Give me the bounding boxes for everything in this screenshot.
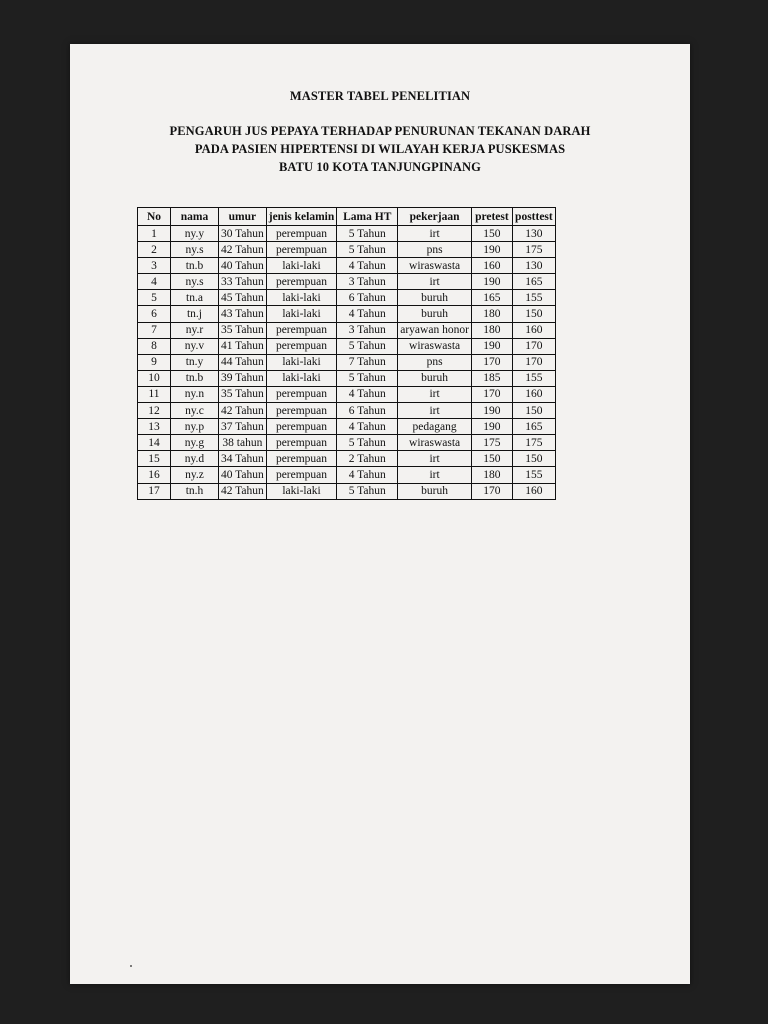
- cell-jenis-kelamin: laki-laki: [266, 306, 337, 322]
- cell-pretest: 160: [471, 258, 512, 274]
- cell-umur: 40 Tahun: [219, 467, 267, 483]
- cell-umur: 42 Tahun: [219, 242, 267, 258]
- cell-nama: tn.y: [171, 354, 219, 370]
- header-nama: nama: [171, 208, 219, 226]
- cell-no: 5: [138, 290, 171, 306]
- cell-umur: 37 Tahun: [219, 419, 267, 435]
- cell-pekerjaan: irt: [398, 274, 472, 290]
- cell-umur: 38 tahun: [219, 435, 267, 451]
- cell-posttest: 175: [512, 242, 555, 258]
- cell-pekerjaan: buruh: [398, 483, 472, 499]
- table-row: [138, 226, 556, 242]
- cell-lama-ht: 4 Tahun: [337, 258, 398, 274]
- cell-pekerjaan: buruh: [398, 306, 472, 322]
- cell-pekerjaan: wiraswasta: [398, 435, 472, 451]
- paper-speck: [130, 965, 132, 967]
- cell-no: 17: [138, 483, 171, 499]
- table-row: [138, 354, 556, 370]
- cell-posttest: 175: [512, 435, 555, 451]
- cell-umur: 43 Tahun: [219, 306, 267, 322]
- cell-umur: 39 Tahun: [219, 370, 267, 386]
- cell-pekerjaan: irt: [398, 386, 472, 402]
- cell-lama-ht: 5 Tahun: [337, 242, 398, 258]
- cell-nama: ny.z: [171, 467, 219, 483]
- cell-nama: tn.a: [171, 290, 219, 306]
- cell-nama: ny.c: [171, 403, 219, 419]
- cell-pretest: 170: [471, 483, 512, 499]
- header-pekerjaan: pekerjaan: [398, 208, 472, 226]
- cell-jenis-kelamin: laki-laki: [266, 483, 337, 499]
- cell-posttest: 150: [512, 403, 555, 419]
- document-page: [70, 44, 690, 984]
- cell-posttest: 155: [512, 467, 555, 483]
- cell-nama: ny.s: [171, 274, 219, 290]
- cell-no: 2: [138, 242, 171, 258]
- table-row: [138, 451, 556, 467]
- cell-pekerjaan: pns: [398, 242, 472, 258]
- cell-posttest: 170: [512, 354, 555, 370]
- cell-lama-ht: 5 Tahun: [337, 370, 398, 386]
- cell-lama-ht: 6 Tahun: [337, 403, 398, 419]
- cell-pekerjaan: pns: [398, 354, 472, 370]
- cell-posttest: 150: [512, 306, 555, 322]
- cell-posttest: 155: [512, 370, 555, 386]
- cell-umur: 33 Tahun: [219, 274, 267, 290]
- cell-nama: ny.d: [171, 451, 219, 467]
- cell-jenis-kelamin: perempuan: [266, 435, 337, 451]
- cell-umur: 40 Tahun: [219, 258, 267, 274]
- cell-nama: tn.b: [171, 370, 219, 386]
- cell-no: 13: [138, 419, 171, 435]
- cell-pretest: 170: [471, 354, 512, 370]
- table-row: [138, 435, 556, 451]
- cell-jenis-kelamin: perempuan: [266, 419, 337, 435]
- cell-pretest: 190: [471, 419, 512, 435]
- cell-lama-ht: 3 Tahun: [337, 322, 398, 338]
- cell-pekerjaan: irt: [398, 226, 472, 242]
- cell-pretest: 190: [471, 403, 512, 419]
- header-pretest: pretest: [471, 208, 512, 226]
- cell-pekerjaan: pedagang: [398, 419, 472, 435]
- cell-pretest: 180: [471, 306, 512, 322]
- header-lama-ht: Lama HT: [337, 208, 398, 226]
- cell-no: 11: [138, 386, 171, 402]
- cell-posttest: 165: [512, 274, 555, 290]
- cell-nama: ny.r: [171, 322, 219, 338]
- cell-pretest: 175: [471, 435, 512, 451]
- cell-pretest: 185: [471, 370, 512, 386]
- cell-umur: 35 Tahun: [219, 322, 267, 338]
- table-body: [138, 226, 556, 500]
- cell-no: 1: [138, 226, 171, 242]
- cell-umur: 41 Tahun: [219, 338, 267, 354]
- cell-pekerjaan: irt: [398, 403, 472, 419]
- cell-nama: ny.s: [171, 242, 219, 258]
- cell-jenis-kelamin: laki-laki: [266, 290, 337, 306]
- cell-posttest: 150: [512, 451, 555, 467]
- cell-posttest: 155: [512, 290, 555, 306]
- cell-jenis-kelamin: perempuan: [266, 274, 337, 290]
- cell-no: 3: [138, 258, 171, 274]
- cell-nama: ny.y: [171, 226, 219, 242]
- table-row: [138, 419, 556, 435]
- cell-no: 4: [138, 274, 171, 290]
- cell-jenis-kelamin: perempuan: [266, 226, 337, 242]
- cell-lama-ht: 5 Tahun: [337, 338, 398, 354]
- cell-posttest: 170: [512, 338, 555, 354]
- cell-jenis-kelamin: perempuan: [266, 242, 337, 258]
- cell-lama-ht: 7 Tahun: [337, 354, 398, 370]
- header-jenis-kelamin: jenis kelamin: [266, 208, 337, 226]
- cell-no: 16: [138, 467, 171, 483]
- table-row: [138, 467, 556, 483]
- cell-posttest: 130: [512, 226, 555, 242]
- cell-nama: tn.j: [171, 306, 219, 322]
- cell-no: 8: [138, 338, 171, 354]
- table-row: [138, 403, 556, 419]
- cell-pretest: 165: [471, 290, 512, 306]
- cell-no: 7: [138, 322, 171, 338]
- cell-jenis-kelamin: laki-laki: [266, 370, 337, 386]
- cell-jenis-kelamin: laki-laki: [266, 258, 337, 274]
- research-title-line-2: PADA PASIEN HIPERTENSI DI WILAYAH KERJA PUSKESMAS: [194, 142, 566, 156]
- table-row: [138, 258, 556, 274]
- cell-nama: ny.g: [171, 435, 219, 451]
- cell-pretest: 150: [471, 226, 512, 242]
- table-row: [138, 306, 556, 322]
- master-data-table: [137, 207, 556, 500]
- cell-posttest: 130: [512, 258, 555, 274]
- cell-jenis-kelamin: perempuan: [266, 322, 337, 338]
- cell-pekerjaan: aryawan honor: [398, 322, 472, 338]
- cell-lama-ht: 4 Tahun: [337, 419, 398, 435]
- header-umur: umur: [219, 208, 267, 226]
- document-heading: MASTER TABEL PENELITIAN: [289, 89, 471, 103]
- header-posttest: posttest: [512, 208, 555, 226]
- cell-nama: tn.b: [171, 258, 219, 274]
- cell-umur: 42 Tahun: [219, 483, 267, 499]
- cell-umur: 35 Tahun: [219, 386, 267, 402]
- cell-pekerjaan: irt: [398, 467, 472, 483]
- table-row: [138, 338, 556, 354]
- cell-posttest: 165: [512, 419, 555, 435]
- cell-pekerjaan: buruh: [398, 370, 472, 386]
- cell-pretest: 190: [471, 274, 512, 290]
- cell-posttest: 160: [512, 322, 555, 338]
- table-row: [138, 370, 556, 386]
- research-title-line-1: PENGARUH JUS PEPAYA TERHADAP PENURUNAN TEKANAN DARAH: [169, 124, 591, 138]
- cell-pretest: 180: [471, 322, 512, 338]
- cell-pretest: 190: [471, 242, 512, 258]
- cell-no: 15: [138, 451, 171, 467]
- cell-lama-ht: 6 Tahun: [337, 290, 398, 306]
- cell-pretest: 190: [471, 338, 512, 354]
- cell-lama-ht: 2 Tahun: [337, 451, 398, 467]
- cell-nama: ny.v: [171, 338, 219, 354]
- cell-pretest: 170: [471, 386, 512, 402]
- cell-no: 10: [138, 370, 171, 386]
- cell-no: 9: [138, 354, 171, 370]
- cell-pretest: 150: [471, 451, 512, 467]
- cell-lama-ht: 5 Tahun: [337, 435, 398, 451]
- cell-umur: 30 Tahun: [219, 226, 267, 242]
- cell-jenis-kelamin: perempuan: [266, 403, 337, 419]
- cell-umur: 44 Tahun: [219, 354, 267, 370]
- cell-lama-ht: 4 Tahun: [337, 386, 398, 402]
- cell-lama-ht: 5 Tahun: [337, 226, 398, 242]
- cell-pekerjaan: wiraswasta: [398, 258, 472, 274]
- table-row: [138, 322, 556, 338]
- cell-posttest: 160: [512, 386, 555, 402]
- cell-no: 14: [138, 435, 171, 451]
- cell-umur: 45 Tahun: [219, 290, 267, 306]
- table-row: [138, 274, 556, 290]
- cell-pekerjaan: buruh: [398, 290, 472, 306]
- cell-umur: 34 Tahun: [219, 451, 267, 467]
- table-header-row: [138, 208, 556, 226]
- cell-umur: 42 Tahun: [219, 403, 267, 419]
- cell-nama: ny.p: [171, 419, 219, 435]
- table-row: [138, 483, 556, 499]
- cell-jenis-kelamin: laki-laki: [266, 354, 337, 370]
- research-title-line-3: BATU 10 KOTA TANJUNGPINANG: [278, 160, 482, 174]
- cell-lama-ht: 5 Tahun: [337, 483, 398, 499]
- cell-pekerjaan: irt: [398, 451, 472, 467]
- cell-nama: tn.h: [171, 483, 219, 499]
- cell-no: 12: [138, 403, 171, 419]
- table-row: [138, 242, 556, 258]
- cell-lama-ht: 3 Tahun: [337, 274, 398, 290]
- cell-jenis-kelamin: perempuan: [266, 386, 337, 402]
- cell-lama-ht: 4 Tahun: [337, 467, 398, 483]
- cell-jenis-kelamin: perempuan: [266, 467, 337, 483]
- table-row: [138, 290, 556, 306]
- cell-lama-ht: 4 Tahun: [337, 306, 398, 322]
- cell-pekerjaan: wiraswasta: [398, 338, 472, 354]
- cell-jenis-kelamin: perempuan: [266, 451, 337, 467]
- cell-posttest: 160: [512, 483, 555, 499]
- cell-pretest: 180: [471, 467, 512, 483]
- cell-jenis-kelamin: perempuan: [266, 338, 337, 354]
- table-row: [138, 386, 556, 402]
- header-no: No: [138, 208, 171, 226]
- cell-no: 6: [138, 306, 171, 322]
- cell-nama: ny.n: [171, 386, 219, 402]
